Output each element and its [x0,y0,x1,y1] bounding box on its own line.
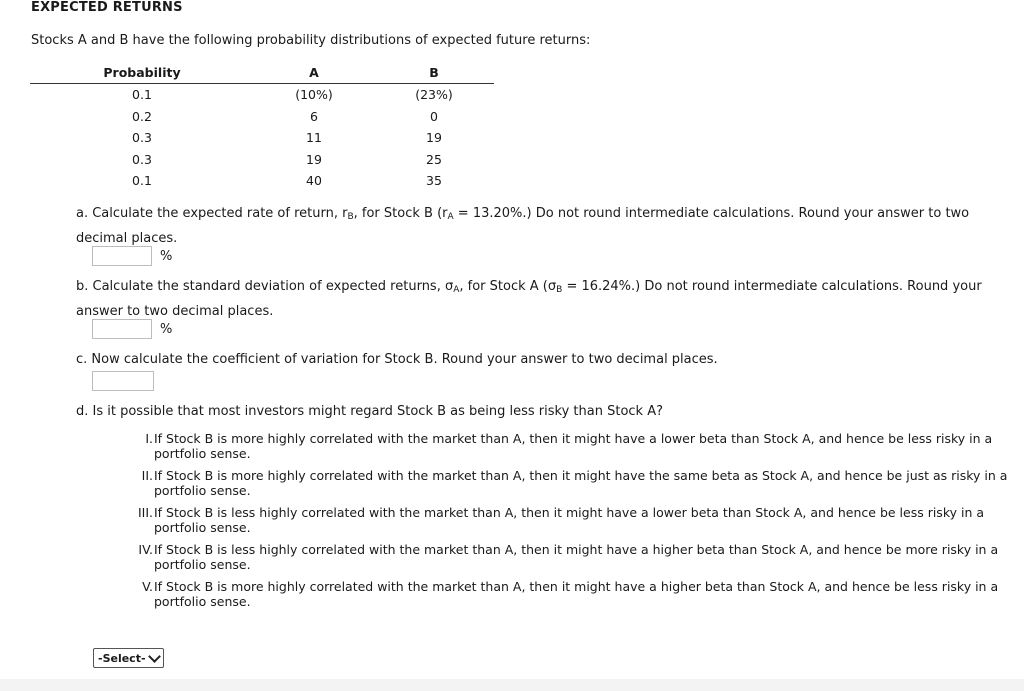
question-c: c. Now calculate the coefficient of variation for Stock B. Round your answer to two decimal places. [76,352,718,367]
option-number: I. [145,431,153,446]
cell-probability: 0.3 [132,151,152,167]
option-number: V. [142,579,153,594]
table-row [30,84,494,106]
cell-a: 19 [306,151,322,167]
option-text: If Stock B is more highly correlated with the market than A, then it might have a lower beta than Stock A, and hence be less risky in a portfolio sense. [154,431,993,461]
question-a-sub-2: A [447,212,454,222]
option-text: If Stock B is less highly correlated with the market than A, then it might have a higher beta than Stock A, and hence be more risky in a portfolio sense. [154,542,999,572]
intro-text: Stocks A and B have the following probability distributions of expected future returns: [31,33,591,48]
footer-bar [0,679,1024,691]
option-text: If Stock B is less highly correlated with the market than A, then it might have a lower beta than Stock A, and hence be less risky in a portfolio sense. [154,505,985,535]
option-text: If Stock B is more highly correlated with the market than A, then it might have a higher beta than Stock A, and hence be less risky in a portfolio sense. [154,579,999,609]
table-header-row [30,62,494,84]
cell-probability: 0.1 [132,173,152,189]
cell-b: 19 [426,130,442,146]
answer-b-row [92,319,172,339]
question-a-text-1: a. Calculate the expected rate of return, r [76,206,348,221]
table-row [30,170,494,192]
question-a-text-3: = 13.20%.) Do not round intermediate calculations. Round your answer to two decimal places. [76,206,970,246]
option-item [131,431,1011,461]
answer-d-select[interactable] [93,648,164,668]
cell-b: 35 [426,173,442,189]
page-title: EXPECTED RETURNS [31,0,183,15]
answer-a-unit: % [160,248,173,264]
question-a-sub-1: B [347,212,354,222]
question-b-sub-2: B [556,285,563,295]
option-item [131,579,1011,609]
option-item [131,542,1011,572]
header-probability: Probability [30,62,254,84]
table-row [30,127,494,149]
cell-a: 11 [306,130,322,146]
chevron-down-icon [148,650,161,663]
question-d: d. Is it possible that most investors might regard Stock B as being less risky than Stock A? [76,404,663,419]
cell-b: 0 [430,108,438,124]
question-b [76,276,1011,322]
cell-probability: 0.1 [132,87,152,103]
distribution-table [30,62,494,192]
select-label: -Select- [98,651,146,665]
cell-a: 6 [310,108,318,124]
table-row [30,149,494,171]
question-a-text-2: , for Stock B (r [353,206,448,221]
cell-probability: 0.2 [132,108,152,124]
options-list [131,431,1011,616]
header-b: B [374,62,494,84]
cell-a: (10%) [295,87,333,103]
question-b-sub-1: A [453,285,460,295]
header-a: A [254,62,374,84]
answer-b-unit: % [160,321,173,337]
cell-b: (23%) [415,87,453,103]
question-b-text-1: b. Calculate the standard deviation of expected returns, σ [76,279,454,294]
answer-c-row [92,371,154,391]
answer-c-input[interactable] [92,371,154,391]
answer-a-input[interactable] [92,246,152,266]
option-item [131,468,1011,498]
option-text: If Stock B is more highly correlated with the market than A, then it might have the same beta as Stock A, and hence be just as risky in a portfolio sense. [154,468,1008,498]
cell-a: 40 [306,173,322,189]
cell-b: 25 [426,151,442,167]
option-number: II. [141,468,153,483]
option-item [131,505,1011,535]
answer-a-row [92,246,172,266]
answer-b-input[interactable] [92,319,152,339]
question-a [76,203,1011,249]
option-number: III. [137,505,153,520]
table-row [30,106,494,128]
question-b-text-3: = 16.24%.) Do not round intermediate calculations. Round your answer to two decimal places. [76,279,982,319]
option-number: IV. [138,542,153,557]
cell-probability: 0.3 [132,130,152,146]
question-b-text-2: , for Stock A (σ [459,279,557,294]
